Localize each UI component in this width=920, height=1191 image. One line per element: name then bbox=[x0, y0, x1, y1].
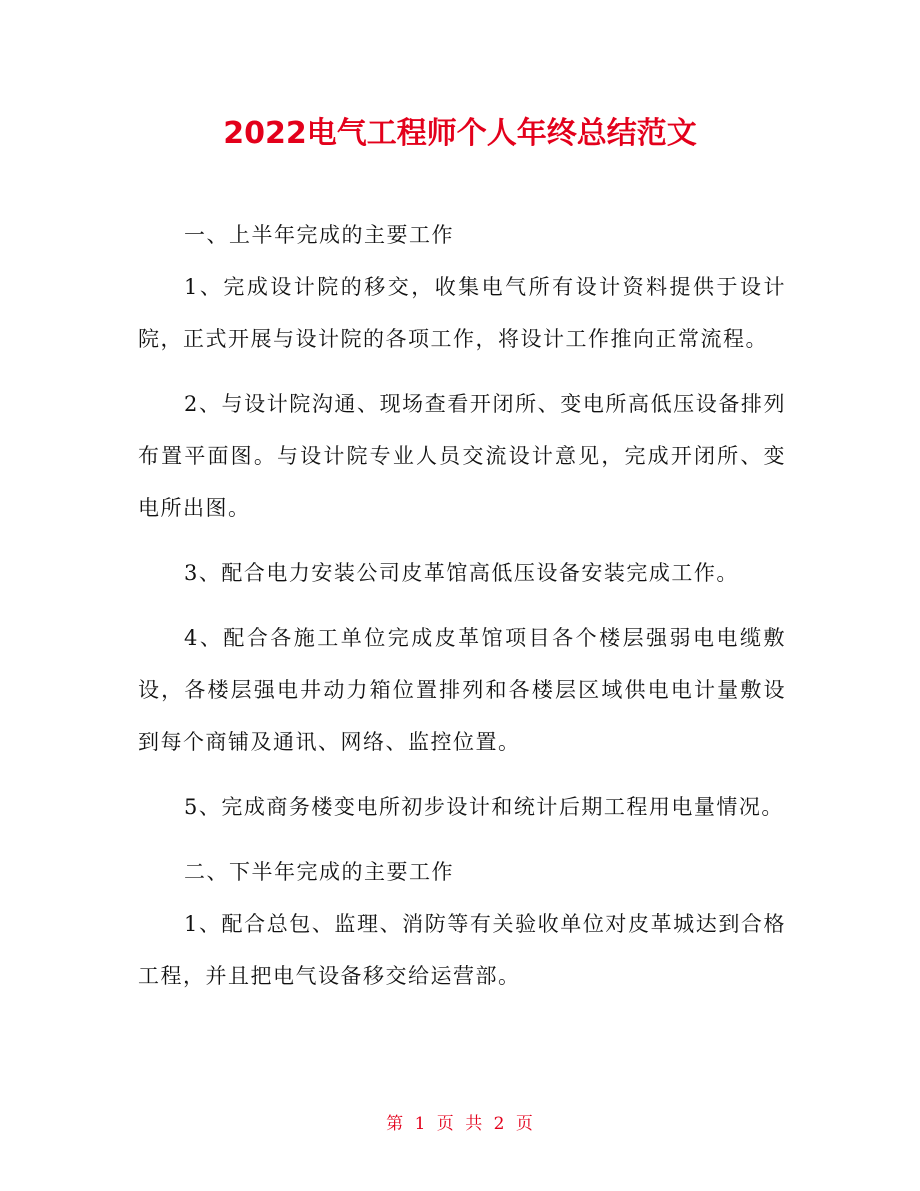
paragraph-item-2: 2、与设计院沟通、现场查看开闭所、变电所高低压设备排列布置平面图。与设计院专业人员交流设计意见，完成开闭所、变电所出图。 bbox=[138, 392, 786, 520]
page-number-footer: 第 1 页 共 2 页 bbox=[386, 1114, 534, 1134]
paragraph-item-6: 1、配合总包、监理、消防等有关验收单位对皮革城达到合格工程，并且把电气设备移交给运营部。 bbox=[138, 912, 786, 988]
paragraph-item-3: 3、配合电力安装公司皮革馆高低压设备安装完成工作。 bbox=[184, 561, 739, 585]
paragraph-item-1: 1、完成设计院的移交，收集电气所有设计资料提供于设计院，正式开展与设计院的各项工作，将设计工作推向正常流程。 bbox=[138, 275, 786, 351]
paragraph-item-5: 5、完成商务楼变电所初步设计和统计后期工程用电量情况。 bbox=[184, 795, 784, 819]
section-heading-second-half: 二、下半年完成的主要工作 bbox=[184, 860, 454, 884]
section-heading-first-half: 一、上半年完成的主要工作 bbox=[184, 223, 454, 247]
document-body bbox=[138, 209, 786, 1015]
paragraph-item-4: 4、配合各施工单位完成皮革馆项目各个楼层强弱电电缆敷设，各楼层强电井动力箱位置排列和各楼层区域供电电计量敷设到每个商铺及通讯、网络、监控位置。 bbox=[138, 626, 786, 754]
document-title: 2022电气工程师个人年终总结范文 bbox=[223, 116, 697, 151]
